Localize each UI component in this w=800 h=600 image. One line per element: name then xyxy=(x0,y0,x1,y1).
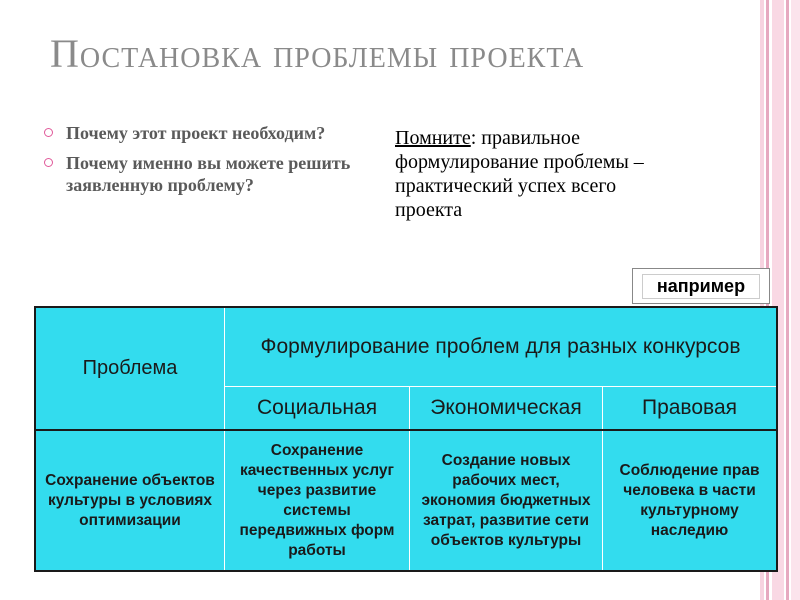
header-problem: Проблема xyxy=(35,307,225,430)
table-header-row xyxy=(35,307,777,387)
bullet-list xyxy=(42,122,372,204)
reminder-note xyxy=(395,126,655,222)
header-social: Социальная xyxy=(225,387,410,431)
problems-table xyxy=(34,306,778,572)
example-label: например xyxy=(642,274,760,299)
example-box xyxy=(632,268,770,304)
reminder-text: : правильное формулирование проблемы – практический успех всего проекта xyxy=(395,127,644,221)
cell-legal: Соблюдение прав человека в части культурному наследию xyxy=(603,430,778,571)
slide-title: Постановка проблемы проекта xyxy=(50,31,585,76)
circle-bullet-icon xyxy=(44,128,53,137)
table-row xyxy=(35,430,777,571)
bullet-text: Почему именно вы можете решить заявленную проблему? xyxy=(66,153,351,195)
reminder-label: Помните xyxy=(395,127,471,149)
circle-bullet-icon xyxy=(44,158,53,167)
cell-problem: Сохранение объектов культуры в условиях оптимизации xyxy=(35,430,225,571)
bullet-item xyxy=(42,152,372,196)
bullet-item xyxy=(42,122,372,144)
cell-social: Сохранение качественных услуг через развитие системы передвижных форм работы xyxy=(225,430,410,571)
header-legal: Правовая xyxy=(603,387,778,431)
bullet-text: Почему этот проект необходим? xyxy=(66,123,326,143)
header-economic: Экономическая xyxy=(410,387,603,431)
header-main: Формулирование проблем для разных конкурсов xyxy=(225,307,778,387)
cell-economic: Создание новых рабочих мест, экономия бюджетных затрат, развитие сети объектов культуры xyxy=(410,430,603,571)
